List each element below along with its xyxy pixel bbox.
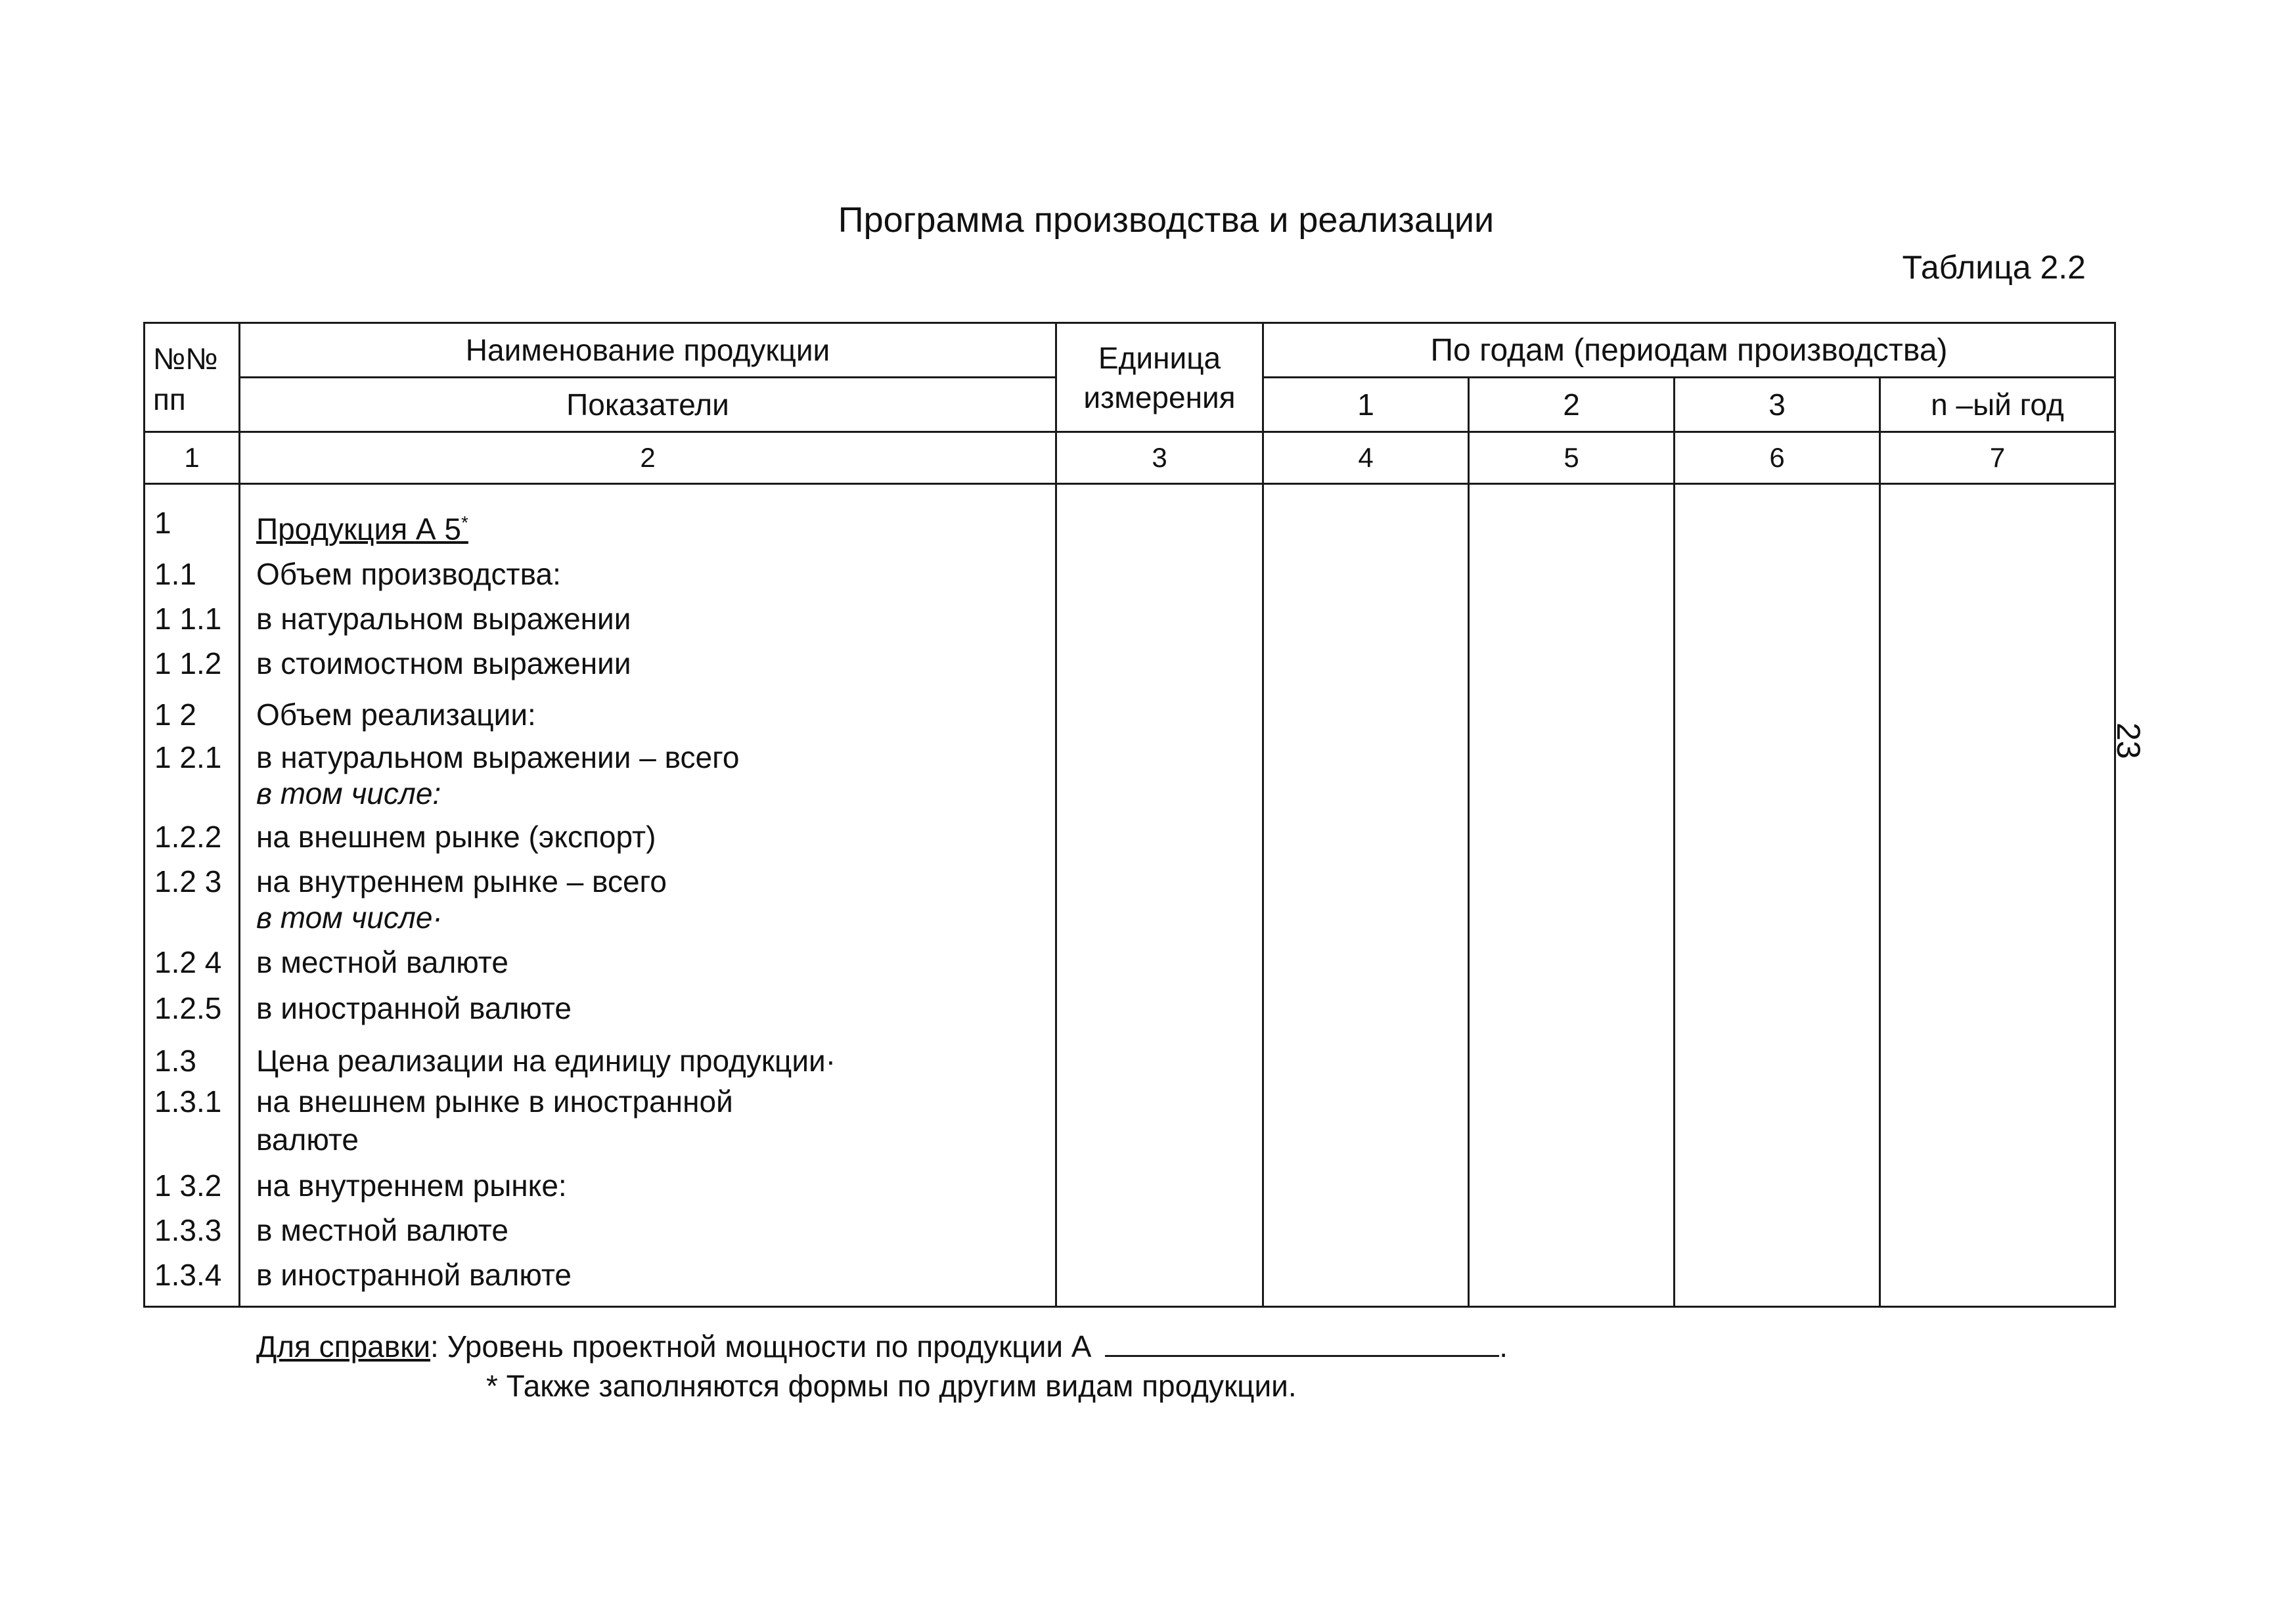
column-number: 3 <box>1056 432 1263 484</box>
row-number: 1.3.4 <box>154 1258 222 1292</box>
product-heading <box>256 504 468 547</box>
column-number: 6 <box>1675 432 1880 484</box>
row-number: 1.3.3 <box>154 1213 222 1247</box>
row-number: 1.2 4 <box>154 945 222 979</box>
year-2-input-cell[interactable] <box>1469 484 1675 1307</box>
column-number: 7 <box>1880 432 2115 484</box>
page-number: 23 <box>2110 722 2147 759</box>
page-title: Программа производства и реализации <box>838 200 1495 240</box>
indicator-label: Цена реализации на единицу продукции· <box>256 1044 836 1078</box>
indicator-label: в натуральном выражении – всего <box>256 740 740 774</box>
indicator-label: на внешнем рынке (экспорт) <box>256 820 656 854</box>
row-number: 1.3.1 <box>154 1084 222 1119</box>
header-years-group: По годам (периодам производства) <box>1263 323 2115 378</box>
indicator-label: в местной валюте <box>256 945 508 979</box>
production-table <box>143 322 2116 1308</box>
reference-label: Для справки <box>256 1329 431 1364</box>
indicator-sublabel: в том числе: <box>256 776 441 810</box>
row-number-column <box>145 484 240 1307</box>
row-number: 1 2 <box>154 698 196 732</box>
unit-input-cell[interactable] <box>1056 484 1263 1307</box>
row-number: 1 1.1 <box>154 602 222 636</box>
header-year-1: 1 <box>1263 378 1469 432</box>
column-number: 4 <box>1263 432 1469 484</box>
header-year-2: 2 <box>1469 378 1675 432</box>
indicator-label: Объем производства: <box>256 557 561 591</box>
capacity-blank-field[interactable] <box>1105 1329 1499 1357</box>
star-footnote: * Также заполняются формы по другим видам продукции. <box>486 1369 1297 1403</box>
row-number: 1 2.1 <box>154 740 222 774</box>
indicator-label: на внешнем рынке в иностранной <box>256 1084 733 1119</box>
table-label: Таблица 2.2 <box>1902 249 2086 286</box>
indicator-label: в местной валюте <box>256 1213 508 1247</box>
indicator-sublabel: в том числе· <box>256 900 443 935</box>
indicator-label: на внутреннем рынке: <box>256 1168 567 1203</box>
row-number: 1 1.2 <box>154 646 222 680</box>
row-number: 1 3.2 <box>154 1168 222 1203</box>
header-num-col: №№ пп <box>145 323 240 432</box>
year-3-input-cell[interactable] <box>1675 484 1880 1307</box>
column-number: 1 <box>145 432 240 484</box>
indicator-label: Объем реализации: <box>256 698 536 732</box>
year-1-input-cell[interactable] <box>1263 484 1469 1307</box>
row-number: 1.2.5 <box>154 991 222 1025</box>
header-name-top: Наименование продукции <box>240 323 1056 378</box>
indicator-label: в иностранной валюте <box>256 991 572 1025</box>
row-number: 1 <box>154 506 171 540</box>
indicator-label: на внутреннем рынке – всего <box>256 864 667 899</box>
column-number: 2 <box>240 432 1056 484</box>
reference-text: : Уровень проектной мощности по продукции А <box>430 1329 1092 1364</box>
indicator-label-continued: валюте <box>256 1122 359 1157</box>
indicator-label: в стоимостном выражении <box>256 646 631 680</box>
footnote-marker: * <box>461 512 468 533</box>
indicator-column <box>240 484 1056 1307</box>
header-unit: Единица измерения <box>1056 323 1263 432</box>
row-number: 1.2.2 <box>154 820 222 854</box>
year-n-input-cell[interactable] <box>1880 484 2115 1307</box>
reference-note <box>256 1327 1508 1366</box>
reference-end: . <box>1499 1329 1508 1364</box>
row-number: 1.1 <box>154 557 196 591</box>
row-number: 1.2 3 <box>154 864 222 899</box>
header-year-3: 3 <box>1675 378 1880 432</box>
header-year-n: n –ый год <box>1880 378 2115 432</box>
product-heading-text: Продукция А 5 <box>256 512 461 546</box>
indicator-label: в натуральном выражении <box>256 602 631 636</box>
column-number: 5 <box>1469 432 1675 484</box>
header-name-bottom: Показатели <box>240 378 1056 432</box>
row-number: 1.3 <box>154 1044 196 1078</box>
indicator-label: в иностранной валюте <box>256 1258 572 1292</box>
